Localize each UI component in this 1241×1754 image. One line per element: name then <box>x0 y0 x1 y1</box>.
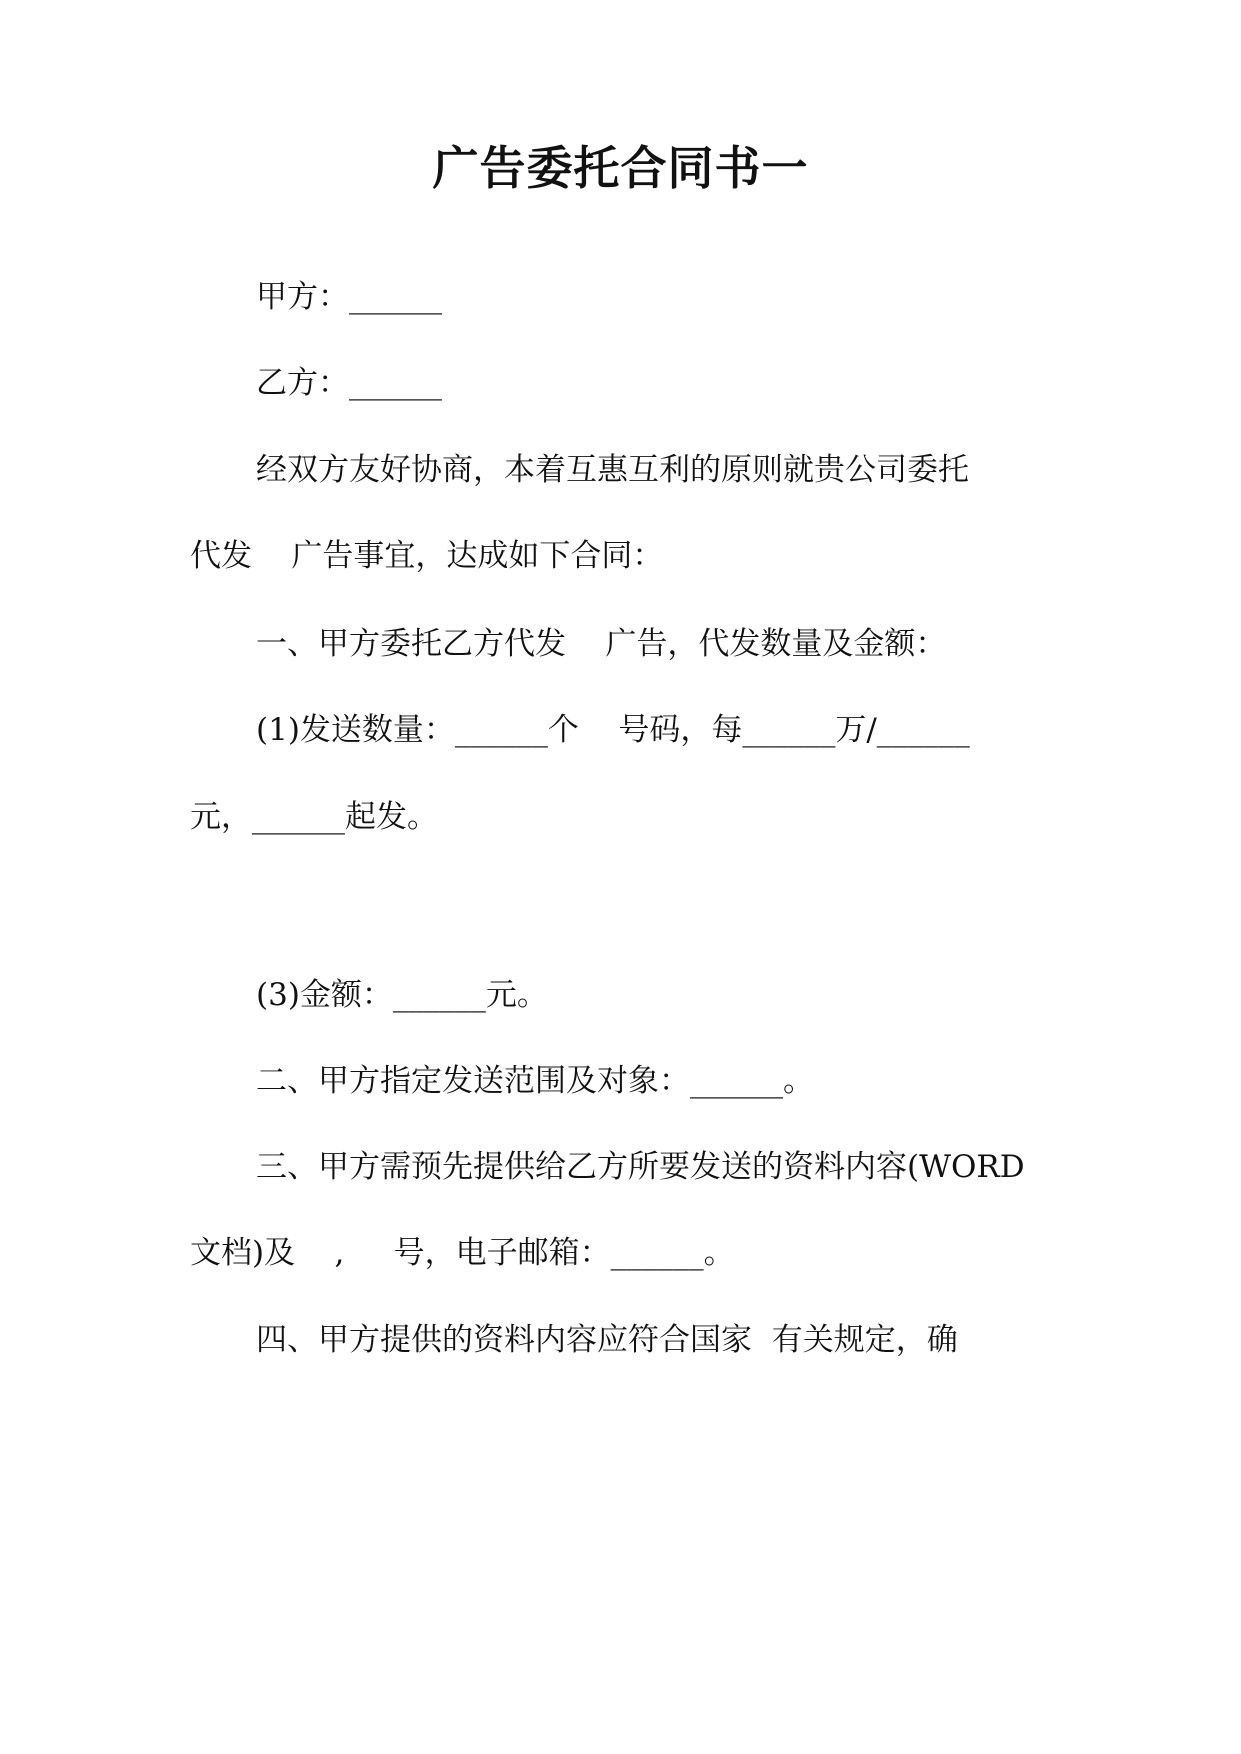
party-b-line: 乙方：______ <box>256 365 442 401</box>
clause-3-line-2: 文档)及 , 号，电子邮箱：______。 <box>190 1235 735 1271</box>
clause-1-item-3-line: (3)金额：______元。 <box>256 977 548 1013</box>
clause-3-line-1: 三、甲方需预先提供给乙方所要发送的资料内容(WORD <box>256 1149 1025 1185</box>
clause-1-item-1-line-1: (1)发送数量：______个 号码，每______万/______ <box>256 712 970 748</box>
party-a-line: 甲方：______ <box>256 279 442 315</box>
preamble-line-2: 代发 广告事宜，达成如下合同： <box>190 538 664 574</box>
clause-1-item-1-line-2: 元，______起发。 <box>190 799 438 835</box>
clause-1-line: 一、甲方委托乙方代发 广告，代发数量及金额： <box>256 626 947 662</box>
document-title: 广告委托合同书一 <box>432 141 809 195</box>
clause-4-line-1: 四、甲方提供的资料内容应符合国家 有关规定，确 <box>256 1322 958 1358</box>
preamble-line-1: 经双方友好协商，本着互惠互利的原则就贵公司委托 <box>256 452 969 488</box>
clause-2-line: 二、甲方指定发送范围及对象：______。 <box>256 1063 814 1099</box>
